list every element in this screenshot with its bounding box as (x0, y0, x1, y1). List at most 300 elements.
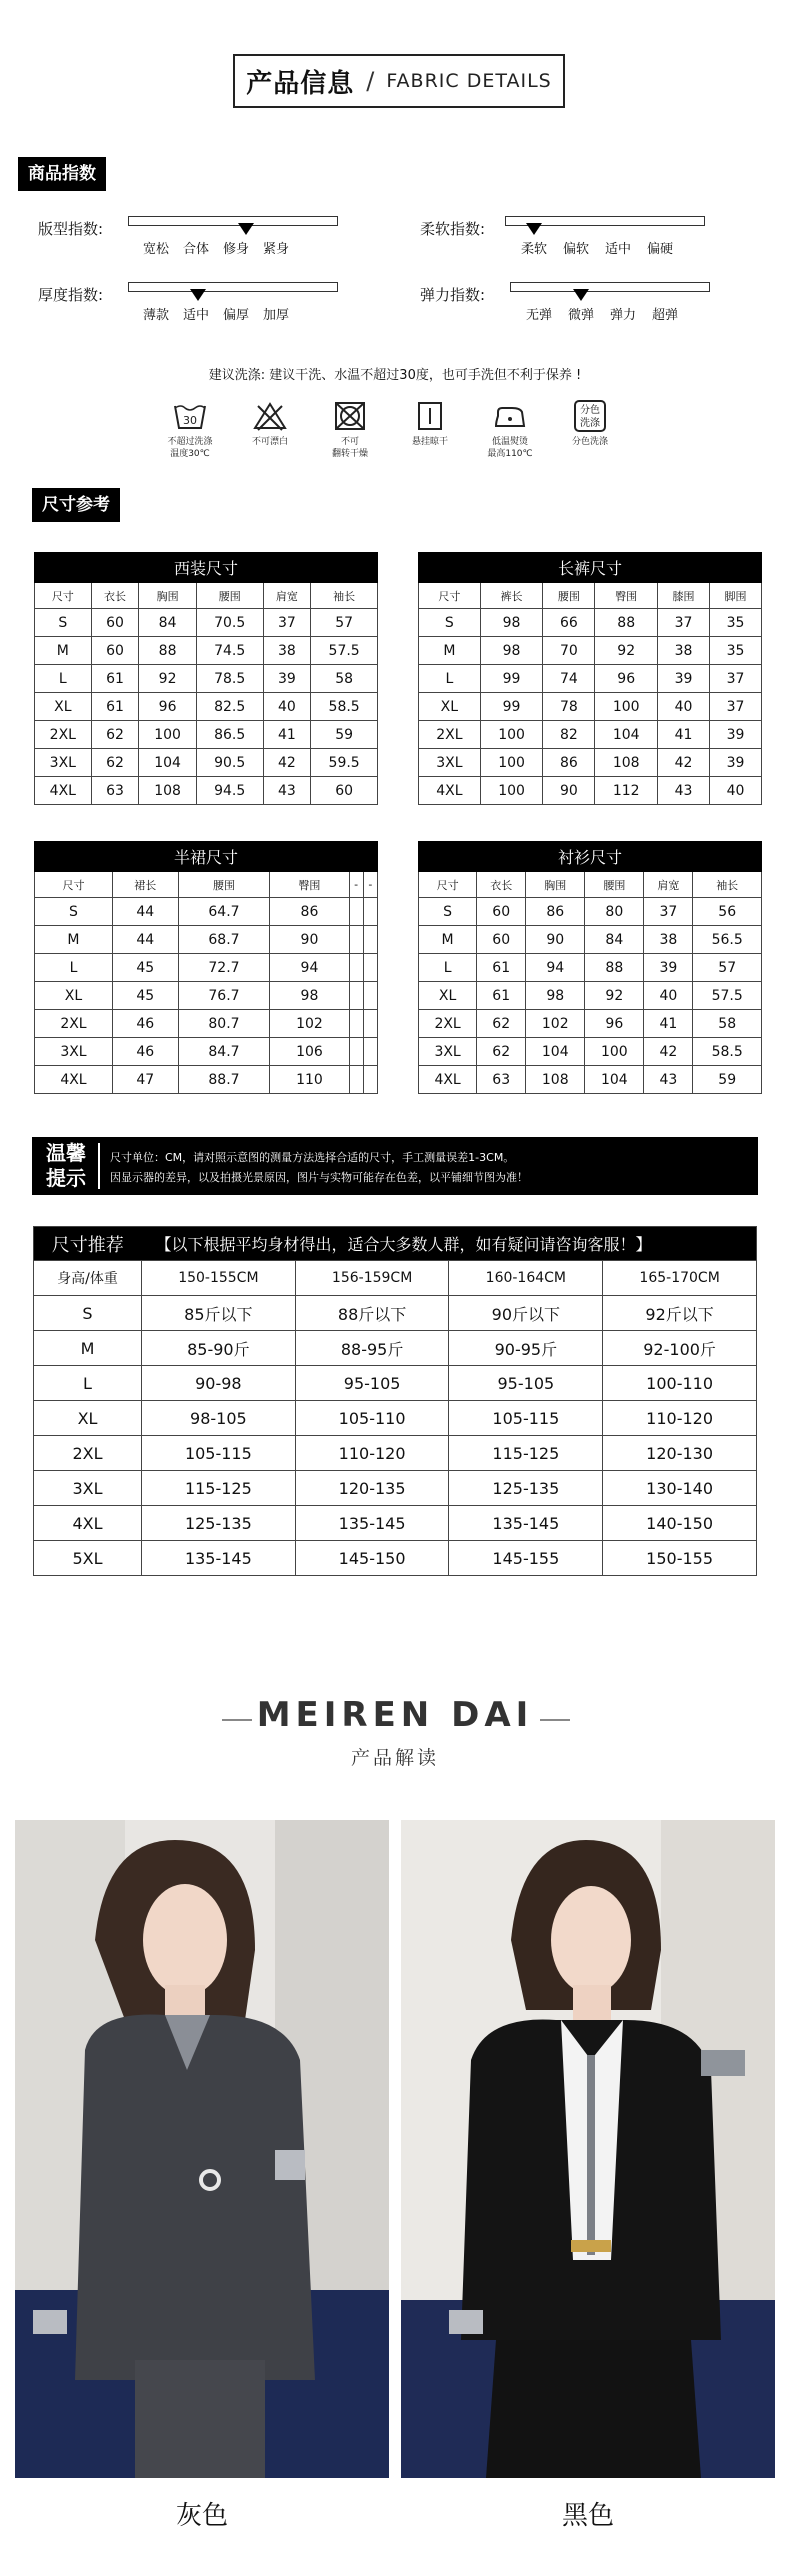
table-cell: 100 (595, 693, 658, 721)
size-table-header-cell: 胸围 (526, 872, 585, 898)
table-cell: 40 (710, 777, 762, 805)
table-cell: 41 (658, 721, 710, 749)
table-cell: 84 (585, 926, 644, 954)
table-cell: 42 (658, 749, 710, 777)
table-cell: 80.7 (178, 1010, 270, 1038)
table-cell: 105-115 (142, 1436, 296, 1471)
no-tumble-dry-icon (332, 400, 368, 432)
index-title: 版型指数: (38, 220, 104, 238)
table-cell: 94 (270, 954, 349, 982)
table-cell: 100 (139, 721, 197, 749)
table-cell: M (419, 637, 481, 665)
table-cell: 95-105 (295, 1366, 449, 1401)
care-label (252, 436, 288, 448)
size-table-header-cell: 尺寸 (35, 583, 92, 609)
table-row (419, 1066, 762, 1094)
recommend-header (34, 1261, 757, 1296)
table-cell: 4XL (35, 1066, 113, 1094)
separate-wash-icon (574, 400, 606, 432)
table-cell: 145-150 (295, 1541, 449, 1576)
size-table-header-cell: 脚围 (710, 583, 762, 609)
table-cell: 102 (526, 1010, 585, 1038)
table-row (35, 777, 378, 805)
table-cell (363, 1038, 377, 1066)
table-cell: 59.5 (311, 749, 378, 777)
size-table-title: 半裙尺寸 (35, 842, 378, 872)
header-title-en: FABRIC DETAILS (386, 70, 552, 92)
table-cell: M (35, 637, 92, 665)
index-option: 修身 (222, 242, 249, 257)
index-title: 柔软指数: (420, 220, 486, 238)
table-cell: 135-145 (142, 1541, 296, 1576)
table-cell (363, 926, 377, 954)
table-cell: 125-135 (449, 1471, 603, 1506)
table-cell: 38 (658, 637, 710, 665)
care-label-line: 翻转干燥 (331, 449, 368, 459)
table-cell: 90-98 (142, 1366, 296, 1401)
table-cell: 5XL (34, 1541, 142, 1576)
index-option: 偏厚 (222, 308, 249, 323)
table-cell: 130-140 (603, 1471, 757, 1506)
size-table-header-cell: 臀围 (595, 583, 658, 609)
table-cell: 66 (543, 609, 595, 637)
index-option: 适中 (182, 308, 209, 323)
table-cell: L (419, 954, 477, 982)
table-cell: 46 (112, 1010, 178, 1038)
care-label-line: 分色洗涤 (571, 437, 608, 447)
table-cell: 2XL (34, 1436, 142, 1471)
table-row (34, 1436, 757, 1471)
table-cell: 61 (91, 693, 139, 721)
table-cell (349, 954, 363, 982)
care-icons-row (150, 400, 630, 460)
tip-line: 尺寸单位：CM，请对照示意图的测量方法选择合适的尺寸，手工测量误差1-3CM。 (110, 1151, 515, 1164)
table-cell: 145-155 (449, 1541, 603, 1576)
table-cell: 2XL (419, 721, 481, 749)
table-cell: 80 (585, 898, 644, 926)
table-cell: L (35, 665, 92, 693)
table-cell: 43 (658, 777, 710, 805)
table-cell: 59 (693, 1066, 762, 1094)
table-cell (363, 982, 377, 1010)
table-cell: 82.5 (196, 693, 263, 721)
table-cell: 42 (263, 749, 311, 777)
index-row-thickness (38, 276, 338, 324)
table-cell: 63 (477, 1066, 526, 1094)
table-cell: 100 (480, 749, 543, 777)
table-cell: 43 (263, 777, 311, 805)
table-cell: 78.5 (196, 665, 263, 693)
table-row (419, 721, 762, 749)
size-table-header-cell: 腰围 (543, 583, 595, 609)
index-option: 无弹 (525, 308, 552, 323)
table-cell: 98 (526, 982, 585, 1010)
table-row (419, 637, 762, 665)
table-cell: 92 (595, 637, 658, 665)
care-label (487, 436, 532, 460)
table-cell: 92 (585, 982, 644, 1010)
care-label (412, 436, 448, 448)
table-cell: XL (419, 982, 477, 1010)
table-cell (363, 1010, 377, 1038)
wash-30-icon (172, 400, 208, 432)
table-cell: 61 (477, 954, 526, 982)
brand-name: MEIREN DAI (256, 1695, 534, 1735)
table-cell: S (419, 898, 477, 926)
size-table-header-cell: 衣长 (91, 583, 139, 609)
table-cell: 35 (710, 637, 762, 665)
table-cell: 3XL (419, 749, 481, 777)
recommend-header-cell: 165-170CM (603, 1261, 757, 1296)
index-options (136, 238, 296, 257)
table-cell: 90斤以下 (449, 1296, 603, 1331)
size-table (418, 552, 762, 805)
table-cell: 58 (311, 665, 378, 693)
color-label-gray: 灰色 (175, 2501, 228, 2531)
table-cell: 37 (658, 609, 710, 637)
size-table-header-cell: 胸围 (139, 583, 197, 609)
table-cell: 39 (644, 954, 693, 982)
size-table-header-cell: 膝围 (658, 583, 710, 609)
recommend-header-cell: 身高/体重 (34, 1261, 142, 1296)
table-cell: 105-115 (449, 1401, 603, 1436)
care-item (390, 400, 470, 460)
table-cell: 38 (263, 637, 311, 665)
table-row (35, 982, 378, 1010)
table-row (35, 749, 378, 777)
table-cell: 35 (710, 609, 762, 637)
table-cell: 92-100斤 (603, 1331, 757, 1366)
table-cell: 39 (710, 721, 762, 749)
table-cell: 43 (644, 1066, 693, 1094)
table-row (419, 777, 762, 805)
size-table-header-cell: 袖长 (693, 872, 762, 898)
table-row (419, 665, 762, 693)
table-cell: 140-150 (603, 1506, 757, 1541)
table-cell: 94.5 (196, 777, 263, 805)
table-cell: 62 (477, 1038, 526, 1066)
size-table-header-cell: 尺寸 (419, 872, 477, 898)
table-cell: 37 (710, 693, 762, 721)
table-row (419, 609, 762, 637)
table-cell: M (35, 926, 113, 954)
care-instructions: 建议洗涤: 建议干洗、水温不超过30度，也可手洗但不利于保养 ! (208, 368, 582, 383)
size-table-title: 长裤尺寸 (419, 553, 762, 583)
index-options (518, 304, 686, 323)
size-table-title: 西装尺寸 (35, 553, 378, 583)
table-cell: 99 (480, 693, 543, 721)
table-cell: 56 (693, 898, 762, 926)
table-row (34, 1541, 757, 1576)
size-table-header-cell: 臀围 (270, 872, 349, 898)
recommend-note: 【以下根据平均身材得出，适合大多数人群，如有疑问请咨询客服！】 (142, 1227, 757, 1261)
table-cell: 42 (644, 1038, 693, 1066)
table-cell (363, 898, 377, 926)
table-cell: L (35, 954, 113, 982)
care-item (470, 400, 550, 460)
table-cell: 115-125 (142, 1471, 296, 1506)
table-cell: 110-120 (603, 1401, 757, 1436)
table-cell: 84 (139, 609, 197, 637)
section-header (233, 54, 565, 108)
table-row (419, 982, 762, 1010)
table-cell: 112 (595, 777, 658, 805)
table-cell: XL (34, 1401, 142, 1436)
table-row (419, 898, 762, 926)
table-cell: 59 (311, 721, 378, 749)
index-option: 微弹 (567, 308, 594, 323)
index-marker-icon (526, 223, 542, 235)
table-cell: 47 (112, 1066, 178, 1094)
table-cell: 2XL (35, 721, 92, 749)
table-cell: S (35, 609, 92, 637)
table-cell: 62 (91, 749, 139, 777)
table-cell: 115-125 (449, 1436, 603, 1471)
table-cell: 86 (543, 749, 595, 777)
table-cell: 57 (311, 609, 378, 637)
table-cell: 2XL (35, 1010, 113, 1038)
index-option: 弹力 (609, 308, 636, 323)
recommend-title: 尺寸推荐 (34, 1227, 142, 1261)
index-option: 柔软 (520, 242, 547, 257)
table-cell: 61 (91, 665, 139, 693)
tip-title (40, 1141, 92, 1191)
table-cell: 100 (480, 721, 543, 749)
header-title-zh: 产品信息 (246, 68, 355, 99)
care-label-line: 低温熨烫 (491, 437, 528, 447)
table-cell: 37 (710, 665, 762, 693)
no-bleach-icon (252, 400, 288, 432)
separate-wash-box-line: 分色 (580, 405, 600, 416)
size-ref-label: 尺寸参考 (32, 488, 120, 522)
table-cell: 86.5 (196, 721, 263, 749)
table-cell: 78 (543, 693, 595, 721)
table-cell: 88 (585, 954, 644, 982)
table-cell: 108 (595, 749, 658, 777)
table-cell: 104 (595, 721, 658, 749)
size-table-header-cell: - (363, 872, 377, 898)
table-cell: 57 (693, 954, 762, 982)
table-cell: 60 (477, 898, 526, 926)
table-cell: 88斤以下 (295, 1296, 449, 1331)
table-row (35, 954, 378, 982)
brand-divider-right (540, 1719, 570, 1721)
table-cell: 4XL (34, 1506, 142, 1541)
table-cell: 58 (693, 1010, 762, 1038)
table-cell (349, 1038, 363, 1066)
index-scale (510, 282, 710, 292)
tip-box (32, 1137, 758, 1195)
table-cell: 40 (644, 982, 693, 1010)
table-cell: 3XL (419, 1038, 477, 1066)
table-cell: 2XL (419, 1010, 477, 1038)
table-cell: 85斤以下 (142, 1296, 296, 1331)
index-option: 宽松 (142, 242, 169, 257)
hang-dry-icon (412, 400, 448, 432)
table-cell: 40 (263, 693, 311, 721)
table-row (419, 926, 762, 954)
table-cell: L (34, 1366, 142, 1401)
table-cell: 86 (270, 898, 349, 926)
size-table (418, 841, 762, 1094)
size-table (34, 552, 378, 805)
care-label-line: 不可 (340, 437, 359, 447)
table-row (35, 721, 378, 749)
table-cell: 96 (595, 665, 658, 693)
tip-divider (98, 1143, 100, 1189)
iron-icon (492, 400, 528, 432)
table-cell: 98 (480, 609, 543, 637)
table-row (35, 1066, 378, 1094)
index-marker-icon (238, 223, 254, 235)
table-cell: 90 (270, 926, 349, 954)
size-table-header-cell: 腰围 (585, 872, 644, 898)
size-table-header-cell: - (349, 872, 363, 898)
table-cell: 46 (112, 1038, 178, 1066)
index-options (136, 304, 296, 323)
table-cell: 4XL (35, 777, 92, 805)
table-cell: 86 (526, 898, 585, 926)
care-label (167, 436, 212, 460)
care-label-line: 最高110℃ (487, 449, 533, 459)
care-item (310, 400, 390, 460)
table-cell (349, 1066, 363, 1094)
table-cell (349, 926, 363, 954)
tip-title-line: 温馨 (46, 1141, 86, 1165)
size-table-header-cell: 衣长 (477, 872, 526, 898)
table-cell: 108 (526, 1066, 585, 1094)
table-cell: S (35, 898, 113, 926)
color-label-black: 黑色 (561, 2501, 614, 2531)
index-scale (128, 282, 338, 292)
table-cell (363, 1066, 377, 1094)
table-row (35, 926, 378, 954)
size-table-header-cell: 腰围 (178, 872, 270, 898)
table-row (34, 1401, 757, 1436)
index-option: 加厚 (262, 308, 289, 323)
tip-title-line: 提示 (46, 1166, 86, 1190)
size-table-title: 衬衫尺寸 (419, 842, 762, 872)
product-photo-gray (15, 1820, 389, 2478)
table-row (35, 1038, 378, 1066)
index-scale (128, 216, 338, 226)
care-label (332, 436, 368, 460)
size-table-header-cell: 肩宽 (263, 583, 311, 609)
care-item (150, 400, 230, 460)
index-options (513, 238, 681, 257)
size-table (34, 841, 378, 1094)
table-cell: 135-145 (295, 1506, 449, 1541)
table-cell: 3XL (35, 1038, 113, 1066)
index-option: 合体 (182, 242, 209, 257)
table-cell: 64.7 (178, 898, 270, 926)
table-cell: 63 (91, 777, 139, 805)
table-cell: 74.5 (196, 637, 263, 665)
index-option: 适中 (604, 242, 631, 257)
table-cell: 135-145 (449, 1506, 603, 1541)
table-cell: XL (419, 693, 481, 721)
table-cell: 45 (112, 954, 178, 982)
index-row-softness (420, 210, 720, 258)
table-cell: 56.5 (693, 926, 762, 954)
table-cell: S (34, 1296, 142, 1331)
table-row (35, 637, 378, 665)
index-option: 超弹 (651, 308, 678, 323)
table-row (419, 1010, 762, 1038)
index-option: 薄款 (142, 308, 169, 323)
table-row (35, 665, 378, 693)
table-cell: 37 (644, 898, 693, 926)
table-cell: 84.7 (178, 1038, 270, 1066)
table-cell: 70.5 (196, 609, 263, 637)
table-cell: 100-110 (603, 1366, 757, 1401)
table-cell: 45 (112, 982, 178, 1010)
size-table-header-cell: 腰围 (196, 583, 263, 609)
table-cell: 58.5 (311, 693, 378, 721)
table-cell: M (419, 926, 477, 954)
table-cell: 76.7 (178, 982, 270, 1010)
table-cell: M (34, 1331, 142, 1366)
table-cell: 60 (311, 777, 378, 805)
table-cell (363, 954, 377, 982)
table-cell: 58.5 (693, 1038, 762, 1066)
table-cell: 110-120 (295, 1436, 449, 1471)
table-cell: 4XL (419, 777, 481, 805)
table-row (419, 1038, 762, 1066)
recommend-header-cell: 156-159CM (295, 1261, 449, 1296)
table-cell: 88 (139, 637, 197, 665)
size-table-header (35, 872, 378, 898)
index-marker-icon (190, 289, 206, 301)
table-cell: L (419, 665, 481, 693)
table-cell: 88 (595, 609, 658, 637)
table-row (34, 1471, 757, 1506)
table-cell: 98-105 (142, 1401, 296, 1436)
table-row (34, 1296, 757, 1331)
table-cell: 41 (263, 721, 311, 749)
size-table-header-cell: 袖长 (311, 583, 378, 609)
table-cell: 120-135 (295, 1471, 449, 1506)
table-cell: 88.7 (178, 1066, 270, 1094)
table-cell: 90.5 (196, 749, 263, 777)
table-cell: 40 (658, 693, 710, 721)
wash-temp-number: 30 (183, 414, 197, 427)
table-cell: 98 (480, 637, 543, 665)
table-cell: 3XL (35, 749, 92, 777)
table-cell: 4XL (419, 1066, 477, 1094)
index-title: 厚度指数: (38, 286, 104, 304)
table-row (419, 954, 762, 982)
care-label (572, 436, 608, 448)
table-cell: 60 (91, 637, 139, 665)
table-cell: 92斤以下 (603, 1296, 757, 1331)
care-label-line: 不可漂白 (251, 437, 288, 447)
table-cell: 57.5 (311, 637, 378, 665)
table-cell: 90 (526, 926, 585, 954)
table-cell: 62 (91, 721, 139, 749)
table-cell: 125-135 (142, 1506, 296, 1541)
size-table-header (419, 583, 762, 609)
size-table-header-cell: 裤长 (480, 583, 543, 609)
table-cell: 96 (139, 693, 197, 721)
recommend-header-cell: 150-155CM (142, 1261, 296, 1296)
table-cell: XL (35, 982, 113, 1010)
table-row (35, 693, 378, 721)
table-cell (349, 898, 363, 926)
table-cell: 88-95斤 (295, 1331, 449, 1366)
table-cell: 92 (139, 665, 197, 693)
table-cell: 94 (526, 954, 585, 982)
